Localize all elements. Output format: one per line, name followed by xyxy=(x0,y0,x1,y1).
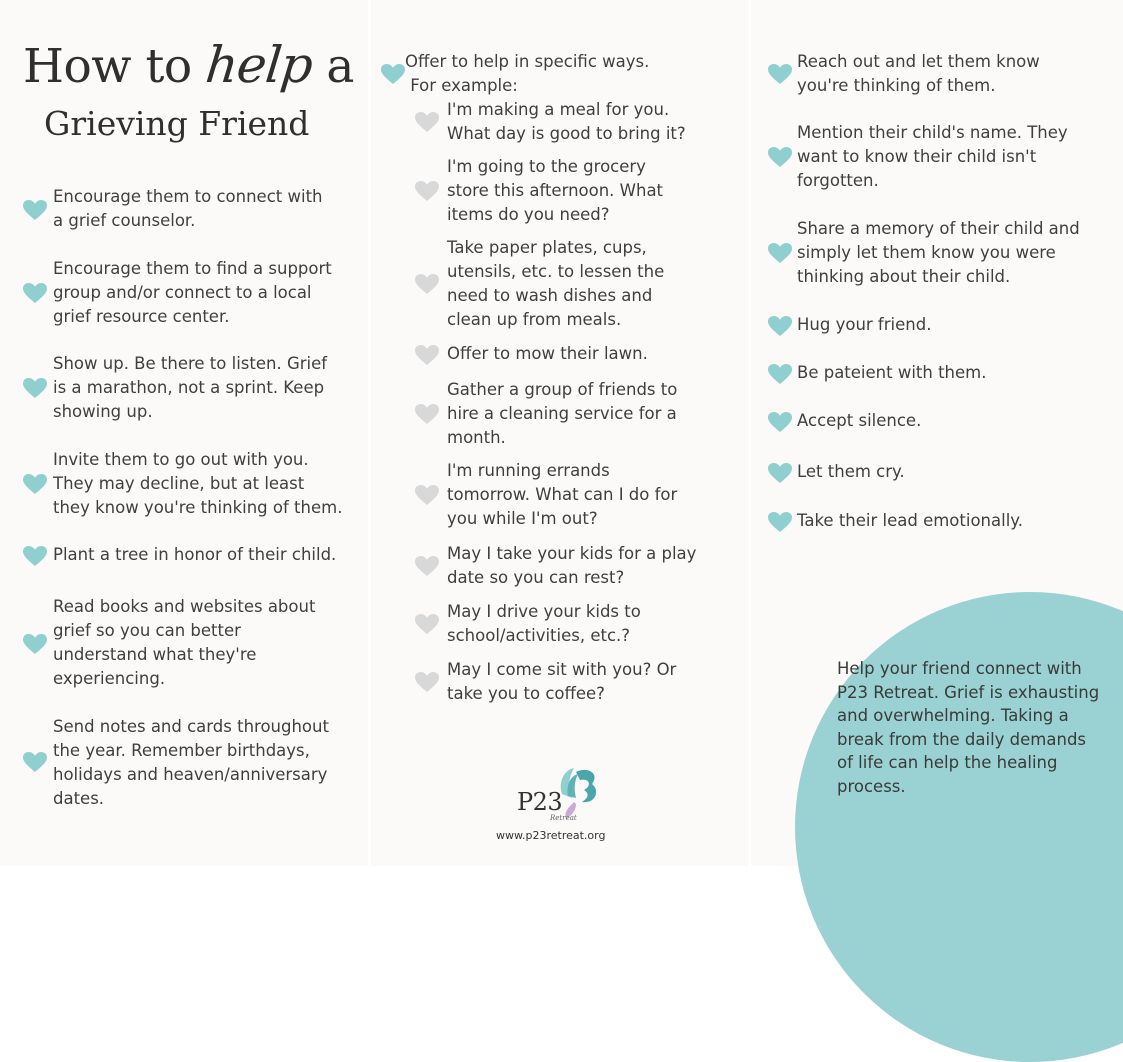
p23-logo xyxy=(492,762,632,847)
gray-heart-icon xyxy=(414,344,440,366)
gray-heart-icon xyxy=(414,403,440,425)
teal-heart-icon xyxy=(22,545,48,567)
title-prefix: How to xyxy=(23,39,207,94)
title-line-1 xyxy=(23,30,354,100)
teal-heart-icon xyxy=(767,511,793,533)
website-url: www.p23retreat.org xyxy=(496,829,606,842)
teal-heart-icon xyxy=(767,315,793,337)
teal-heart-icon xyxy=(22,377,48,399)
teal-heart-icon xyxy=(767,462,793,484)
gray-heart-icon xyxy=(414,111,440,133)
logo-name: P23 xyxy=(517,788,563,816)
gray-heart-icon xyxy=(414,555,440,577)
teal-heart-icon xyxy=(22,633,48,655)
teal-heart-icon xyxy=(767,146,793,168)
title-suffix: a xyxy=(311,39,354,94)
callout-text: Help your friend connect with P23 Retreat. Grief is exhausting and overwhelming. Taking a break from the daily demands of life can help the healing process. xyxy=(837,659,1100,796)
teal-heart-icon xyxy=(22,199,48,221)
gray-heart-icon xyxy=(414,671,440,693)
teal-heart-icon xyxy=(22,751,48,773)
gray-heart-icon xyxy=(414,180,440,202)
gray-heart-icon xyxy=(414,613,440,635)
title-line-2: Grieving Friend xyxy=(44,104,310,143)
gray-heart-icon xyxy=(414,273,440,295)
teal-heart-icon xyxy=(767,363,793,385)
teal-heart-icon xyxy=(22,473,48,495)
teal-heart-icon xyxy=(767,63,793,85)
teal-heart-icon xyxy=(767,411,793,433)
logo-tagline: Retreat xyxy=(550,814,577,822)
teal-heart-icon xyxy=(22,282,48,304)
teal-heart-icon xyxy=(380,63,406,85)
teal-heart-icon xyxy=(767,242,793,264)
title-script-word: help xyxy=(203,36,315,94)
gray-heart-icon xyxy=(414,484,440,506)
